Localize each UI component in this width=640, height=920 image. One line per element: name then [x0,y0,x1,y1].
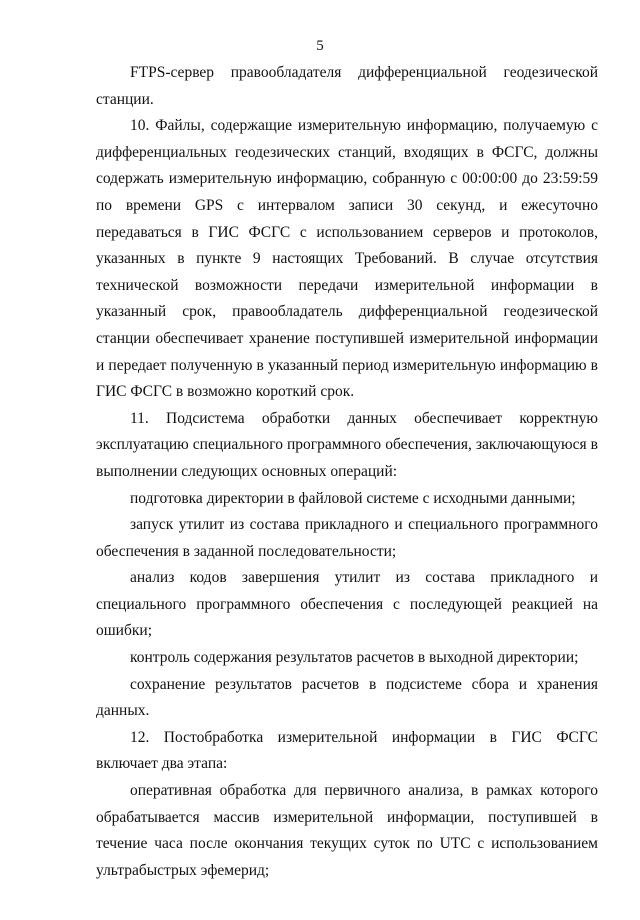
list-item-analyze-exit-codes: анализ кодов завершения утилит из состава прикладного и специального программного обеспечения с последующей реакцией на ошибки; [96,569,598,640]
page-number: 5 [316,38,324,54]
list-item-save-results: сохранение результатов расчетов в подсистеме сбора и хранения данных. [96,675,598,720]
list-item-run-utilities: запуск утилит из состава прикладного и специального программного обеспечения в заданной последовательности; [96,516,598,560]
list-item-prepare-directory: подготовка директории в файловой системе с исходными данными; [130,489,576,507]
list-item-operative-processing: оперативная обработка для первичного анализа, в рамках которого обрабатывается массив измерительной информации, поступившей в течение часа после окончания текущих суток по UTC с использованием ультрабыстрых эфемерид; [96,782,598,879]
list-item-check-results: контроль содержания результатов расчетов в выходной директории; [130,649,579,667]
paragraph-item-10: 10. Файлы, содержащие измерительную информацию, получаемую с дифференциальных геодезических станций, входящих в ФСГС, должны содержать измерительную информацию, собранную с 00:00:00 до 23:59:59 по времени GPS с интервалом записи 30 секунд, и ежесуточно передаваться в ГИС ФСГС с использованием серверов и протоколов, указанных в пункте 9 настоящих Требований. В случае отсутствия технической возможности передачи измерительной информации в указанный срок, правообладатель дифференциальной геодезической станции обеспечивает хранение поступившей измерительной информации и передает полученную в указанный период измерительную информацию в ГИС ФСГС в возможно короткий срок. [96,117,598,401]
paragraph-item-12: 12. Постобработка измерительной информации в ГИС ФСГС включает два этапа: [96,728,598,773]
paragraph-item-11: 11. Подсистема обработки данных обеспечивает корректную эксплуатацию специального программного обеспечения, заключающуюся в выполнении следующих основных операций: [96,409,598,480]
paragraph-ftps-server: FTPS-сервер правообладателя дифференциальной геодезической станции. [96,64,598,108]
document-body [96,60,598,884]
